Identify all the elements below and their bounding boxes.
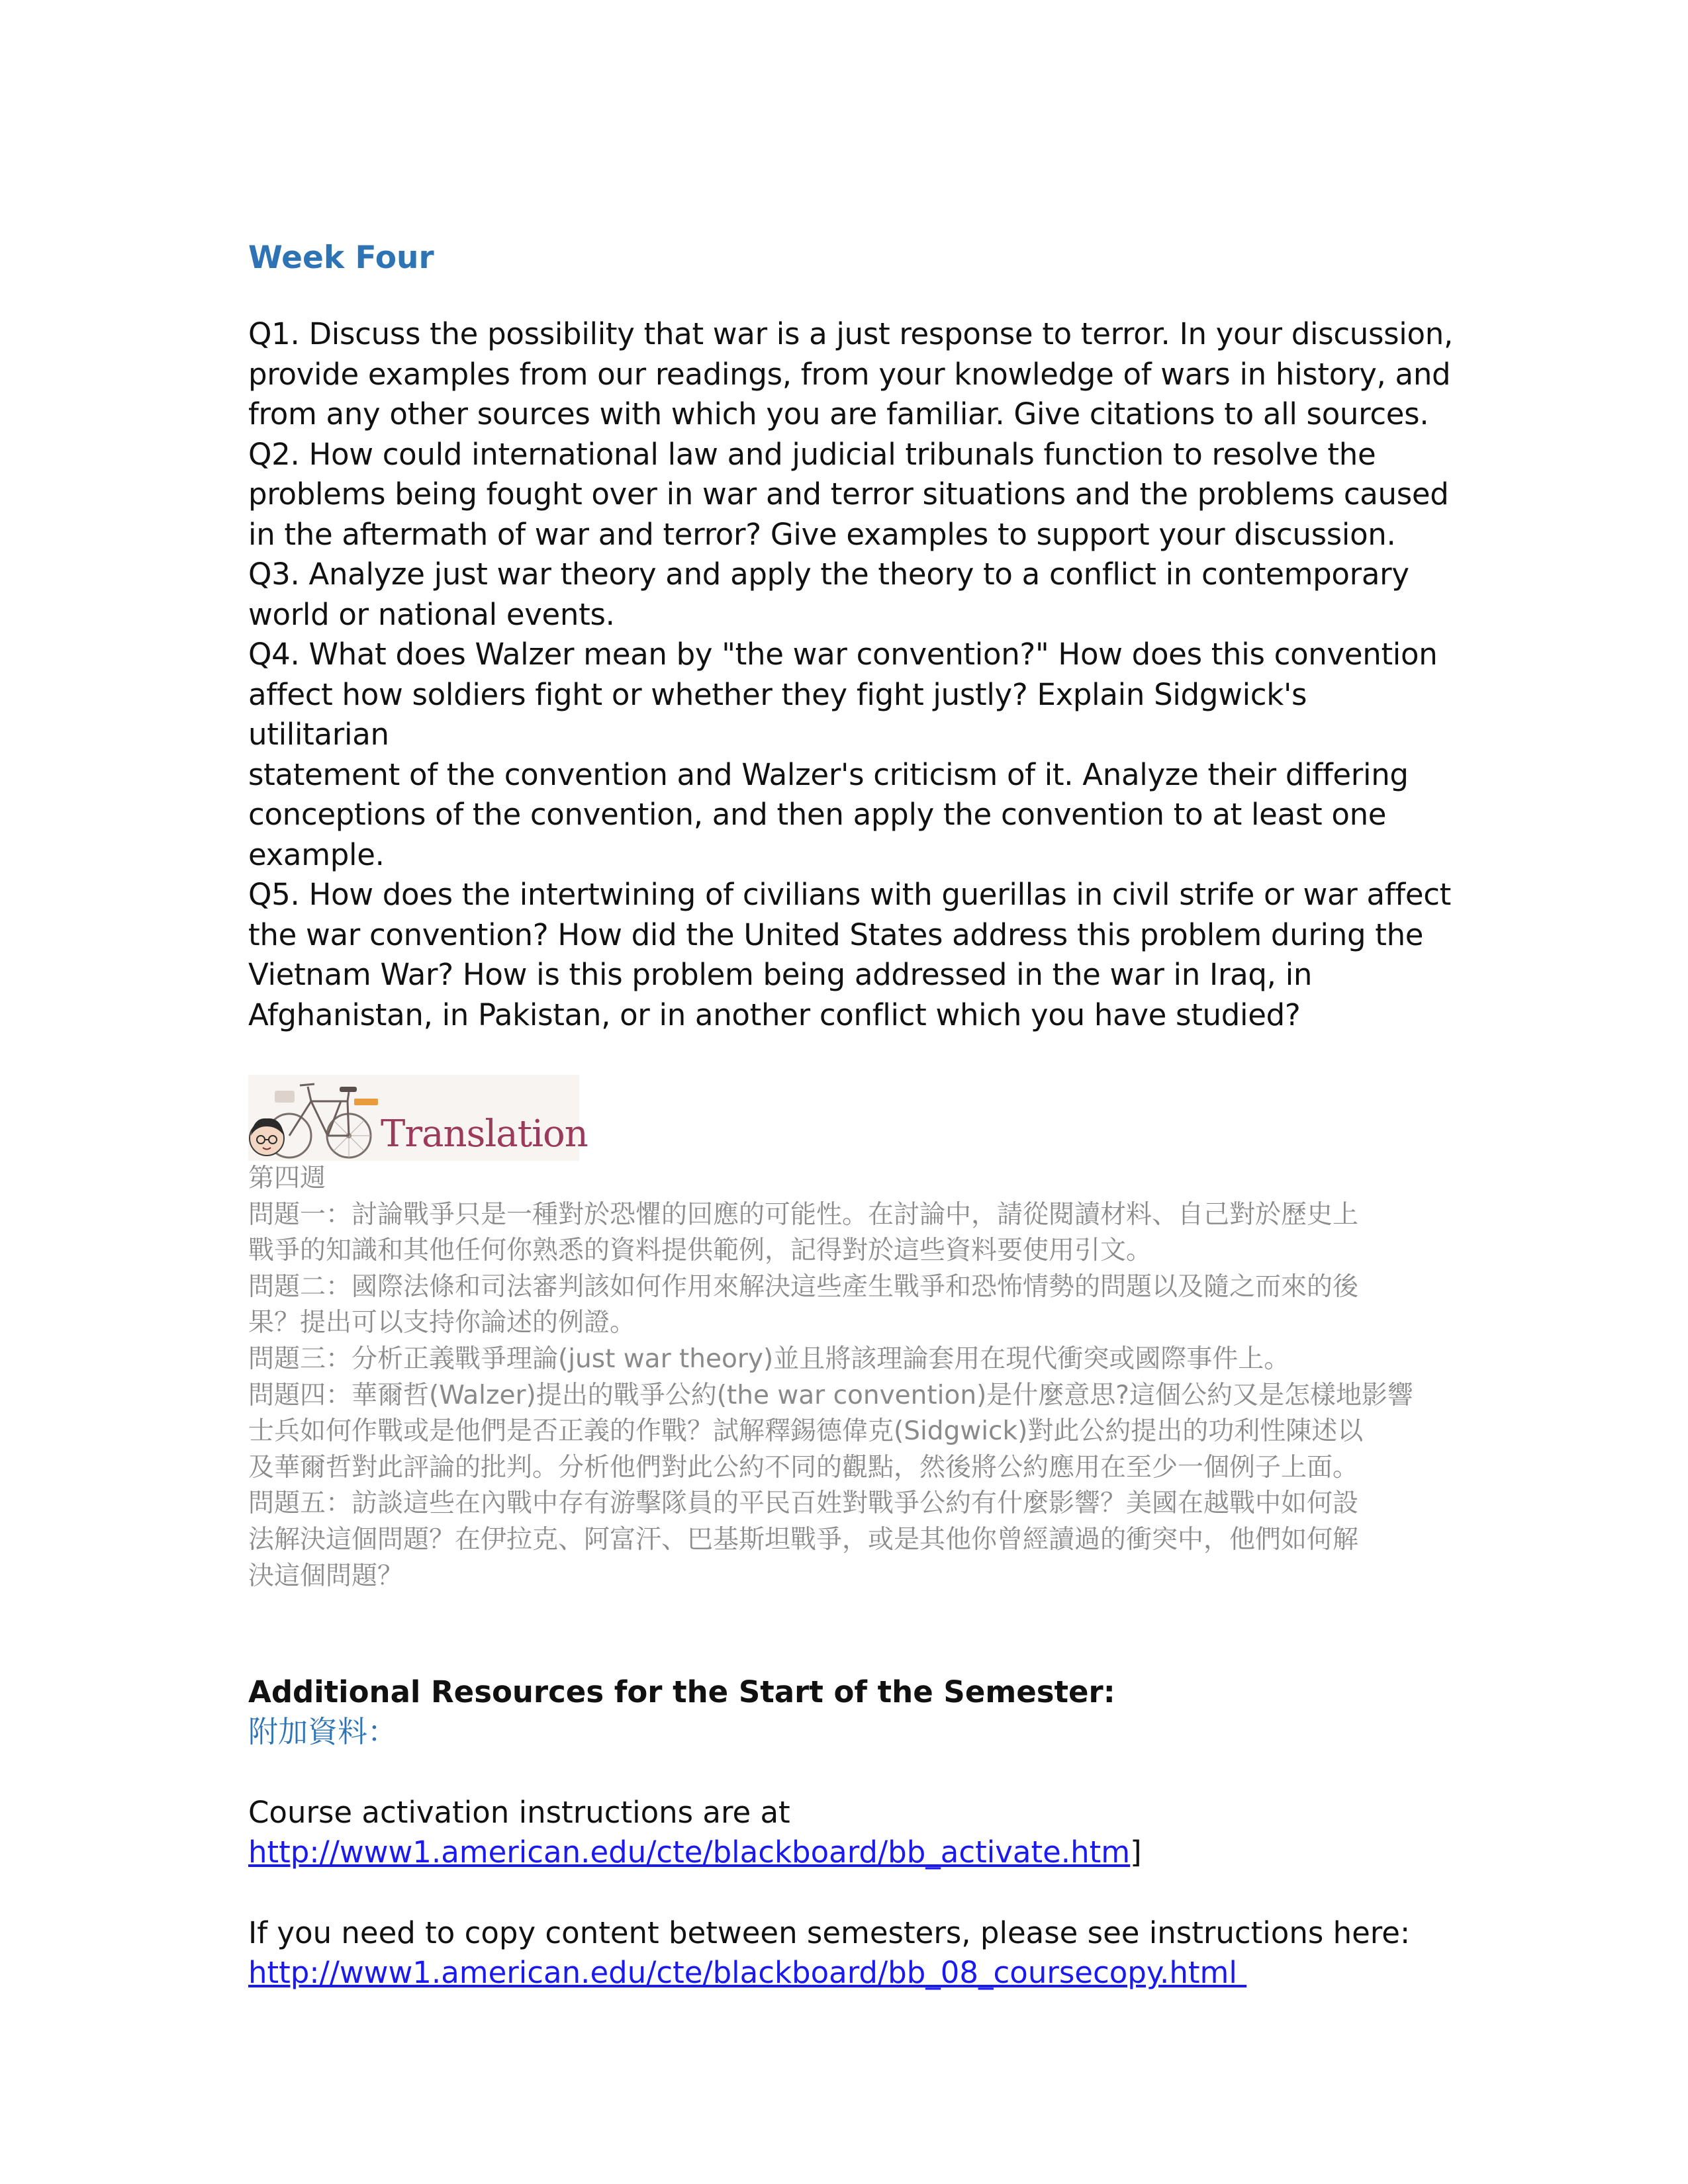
question-line: Afghanistan, in Pakistan, or in another conflict which you have studied? bbox=[248, 997, 1301, 1032]
activation-section bbox=[248, 1793, 1453, 1872]
translation-line: 問題一：討論戰爭只是一種對於恐懼的回應的可能性。在討論中，請從閱讀材料、自己對於歷史上 bbox=[248, 1199, 1359, 1230]
question-q1 bbox=[248, 314, 1453, 435]
translation-line: 戰爭的知識和其他任何你熟悉的資料提供範例，記得對於這些資料要使用引文。 bbox=[248, 1236, 1152, 1266]
question-line: problems being fought over in war and terror situations and the problems caused bbox=[248, 477, 1449, 512]
translation-line: 問題四：華爾哲(Walzer)提出的戰爭公約(the war convention)是什麼意思?這個公約又是怎樣地影響 bbox=[248, 1380, 1414, 1410]
activation-link-trail: ] bbox=[1130, 1835, 1142, 1870]
translation-line: 法解決這個問題？在伊拉克、阿富汗、巴基斯坦戰爭，或是其他你曾經讀過的衝突中，他們如何解 bbox=[248, 1524, 1359, 1555]
question-line: conceptions of the convention, and then apply the convention to at least one bbox=[248, 797, 1387, 832]
activation-text: Course activation instructions are at bbox=[248, 1795, 790, 1831]
page-content bbox=[248, 235, 1453, 1993]
resources-title-zh: 附加資料： bbox=[248, 1714, 398, 1750]
translation-line: 決這個問題？ bbox=[248, 1561, 404, 1591]
page-title: Week Four bbox=[248, 240, 434, 276]
additional-resources bbox=[248, 1672, 1453, 1993]
course-copy-link[interactable]: http://www1.american.edu/cte/blackboard/bb_08_coursecopy.html bbox=[248, 1955, 1237, 1991]
translation-line: 及華爾哲對此評論的批判。分析他們對此公約不同的觀點，然後將公約應用在至少一個例子上面。 bbox=[248, 1452, 1359, 1482]
question-list bbox=[248, 314, 1453, 1035]
resources-title: Additional Resources for the Start of the Semester: bbox=[248, 1674, 1115, 1710]
activation-link[interactable]: http://www1.american.edu/cte/blackboard/bb_activate.htm bbox=[248, 1835, 1131, 1870]
course-copy-link-row bbox=[248, 1953, 1453, 1993]
translation-line: 第四週 bbox=[248, 1163, 326, 1193]
question-line: Q1. Discuss the possibility that war is a just response to terror. In your discussion, bbox=[248, 316, 1453, 351]
question-line: example. bbox=[248, 837, 385, 872]
translation-label: Translation bbox=[381, 1113, 588, 1156]
translation-text bbox=[248, 1161, 1453, 1594]
question-line: the war convention? How did the United States address this problem during the bbox=[248, 917, 1424, 952]
question-line: Q4. What does Walzer mean by "the war convention?" How does this convention bbox=[248, 637, 1438, 672]
question-line: provide examples from our readings, from your knowledge of wars in history, and bbox=[248, 356, 1451, 392]
question-q4 bbox=[248, 635, 1453, 875]
question-line: Q2. How could international law and judicial tribunals function to resolve the bbox=[248, 436, 1376, 472]
question-line: Q3. Analyze just war theory and apply the theory to a conflict in contemporary bbox=[248, 557, 1409, 592]
question-line: Q5. How does the intertwining of civilians with guerillas in civil strife or war affect bbox=[248, 877, 1452, 912]
course-copy-text: If you need to copy content between semesters, please see instructions here: bbox=[248, 1915, 1411, 1951]
translation-line: 士兵如何作戰或是他們是否正義的作戰？試解釋錫德偉克(Sidgwick)對此公約提出的功利性陳述以 bbox=[248, 1416, 1364, 1447]
question-line: statement of the convention and Walzer's criticism of it. Analyze their differing bbox=[248, 756, 1409, 792]
translation-line: 果？提出可以支持你論述的例證。 bbox=[248, 1308, 636, 1338]
translation-line: 問題三：分析正義戰爭理論(just war theory)並且將該理論套用在現代衝突或國際事件上。 bbox=[248, 1343, 1290, 1374]
translation-line: 問題二：國際法條和司法審判該如何作用來解決這些產生戰爭和恐怖情勢的問題以及隨之而來的後 bbox=[248, 1271, 1359, 1302]
question-line: in the aftermath of war and terror? Give examples to support your discussion. bbox=[248, 516, 1396, 552]
activation-link-row bbox=[248, 1833, 1453, 1872]
question-line: from any other sources with which you are familiar. Give citations to all sources. bbox=[248, 396, 1429, 432]
question-q2 bbox=[248, 435, 1453, 555]
question-line: world or national events. bbox=[248, 596, 615, 632]
question-q3 bbox=[248, 555, 1453, 635]
course-copy-section bbox=[248, 1913, 1453, 1993]
question-q5 bbox=[248, 875, 1453, 1035]
translation-line: 問題五：訪談這些在內戰中存有游擊隊員的平民百姓對戰爭公約有什麼影響？美國在越戰中如何設 bbox=[248, 1488, 1359, 1519]
question-line: Vietnam War? How is this problem being addressed in the war in Iraq, in bbox=[248, 957, 1313, 992]
translation-banner bbox=[248, 1075, 588, 1161]
question-line: affect how soldiers fight or whether they fight justly? Explain Sidgwick's utilitarian bbox=[248, 676, 1307, 752]
